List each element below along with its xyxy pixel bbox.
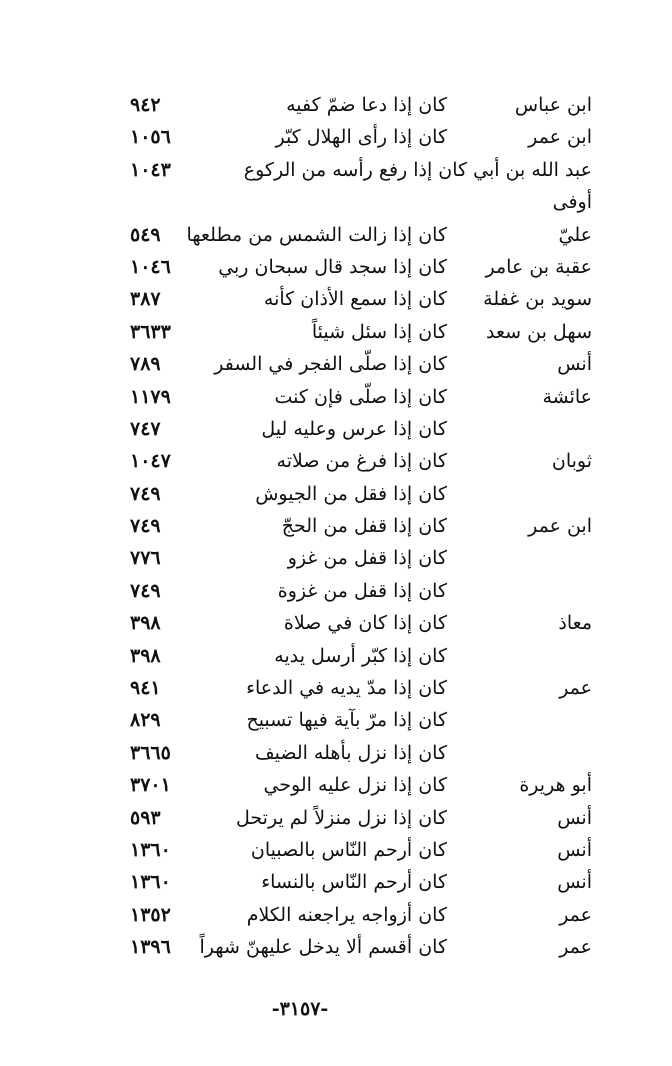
narrator: عقبة بن عامر bbox=[485, 255, 592, 278]
hadith-number: ٥٤٩ bbox=[130, 223, 161, 246]
index-row bbox=[120, 704, 600, 736]
hadith-text: كان إذا سئل شيئاً bbox=[311, 320, 447, 343]
narrator: معاذ bbox=[558, 612, 592, 635]
hadith-text: كان إذا نزل عليه الوحي bbox=[263, 774, 447, 797]
hadith-text: كان أزواجه يراجعنه الكلام bbox=[246, 903, 447, 926]
hadith-text: كان إذا فقل من الجيوش bbox=[255, 482, 447, 505]
hadith-number: ٧٤٩ bbox=[130, 579, 161, 602]
hadith-text: كان إذا قفل من الحجّ bbox=[281, 515, 447, 538]
index-row bbox=[120, 899, 600, 931]
narrator: أنس bbox=[557, 871, 592, 894]
hadith-text: كان إذا دعا ضمّ كفيه bbox=[286, 94, 447, 116]
hadith-number: ٣٦٣٣ bbox=[130, 320, 171, 343]
hadith-number: ٧٤٩ bbox=[130, 482, 161, 505]
index-row bbox=[120, 510, 600, 542]
hadith-text: كان إذا قفل من غزوة bbox=[277, 579, 447, 602]
index-row bbox=[120, 348, 600, 380]
hadith-text: كان إذا قفل من غزو bbox=[287, 547, 447, 570]
hadith-text: كان أقسم ألا يدخل عليهنّ شهراً bbox=[199, 936, 447, 959]
hadith-number: ٩٤١ bbox=[130, 677, 161, 700]
narrator: أنس bbox=[557, 353, 592, 376]
index-row bbox=[120, 542, 600, 574]
index-row bbox=[120, 769, 600, 801]
hadith-number: ١٠٤٦ bbox=[130, 255, 171, 278]
hadith-number: ٧٨٩ bbox=[130, 353, 161, 376]
index-row bbox=[120, 737, 600, 769]
narrator: أنس bbox=[557, 806, 592, 829]
hadith-number: ١٣٩٦ bbox=[130, 936, 171, 959]
hadith-number: ٥٩٣ bbox=[130, 806, 161, 829]
hadith-number: ١١٧٩ bbox=[130, 385, 171, 408]
narrator: عمر bbox=[559, 936, 592, 959]
hadith-text: كان أرحم النّاس بالصبيان bbox=[250, 839, 447, 861]
narrator: أنس bbox=[557, 839, 592, 861]
hadith-text: كان إذا رأى الهلال كبّر bbox=[275, 126, 447, 149]
hadith-text: كان إذا نزل منزلاً لم يرتحل bbox=[236, 806, 447, 829]
hadith-text: كان إذا زالت الشمس من مطلعها bbox=[186, 223, 447, 246]
index-row bbox=[120, 154, 600, 219]
hadith-text: كان إذا مرّ بآية فيها تسبيح bbox=[246, 709, 447, 732]
index-row bbox=[120, 575, 600, 607]
index-row bbox=[120, 672, 600, 704]
narrator: سويد بن غفلة bbox=[483, 288, 592, 311]
narrator-line-2: أوفى bbox=[552, 191, 592, 214]
index-row bbox=[120, 802, 600, 834]
hadith-text: كان إذا صلّى الفجر في السفر bbox=[214, 353, 447, 376]
index-row bbox=[120, 640, 600, 672]
hadith-number: ٧٤٧ bbox=[130, 417, 161, 440]
hadith-number: ٩٤٢ bbox=[130, 94, 161, 116]
index-row bbox=[120, 219, 600, 251]
hadith-text: كان إذا نزل بأهله الضيف bbox=[254, 741, 447, 764]
narrator: عمر bbox=[559, 903, 592, 926]
index-row bbox=[120, 931, 600, 963]
narrator: ابن عمر bbox=[528, 126, 592, 149]
hadith-number: ٧٤٩ bbox=[130, 515, 161, 538]
hadith-text: كان إذا سمع الأذان كأنه bbox=[263, 288, 447, 311]
index-row bbox=[120, 413, 600, 445]
narrator: عليّ bbox=[558, 223, 592, 246]
hadith-number: ١٠٤٧ bbox=[130, 450, 171, 473]
index-row bbox=[120, 316, 600, 348]
narrator: أبو هريرة bbox=[519, 774, 592, 797]
index-row bbox=[120, 478, 600, 510]
index-row bbox=[120, 445, 600, 477]
hadith-number: ٣٩٨ bbox=[130, 644, 161, 667]
index-row bbox=[120, 607, 600, 639]
hadith-number: ١٣٥٢ bbox=[130, 903, 171, 926]
hadith-number: ١٠٤٣ bbox=[130, 158, 171, 181]
index-row bbox=[120, 121, 600, 153]
hadith-number: ٣٩٨ bbox=[130, 612, 161, 635]
hadith-index-table bbox=[120, 89, 600, 964]
narrator: ابن عباس bbox=[514, 94, 592, 116]
index-row bbox=[120, 283, 600, 315]
page-number: -٣١٥٧- bbox=[271, 998, 329, 1020]
hadith-number: ٣٧٠١ bbox=[130, 774, 171, 797]
hadith-text: كان إذا مدّ يديه في الدعاء bbox=[246, 677, 447, 700]
index-row bbox=[120, 251, 600, 283]
hadith-number: ١٣٦٠ bbox=[130, 839, 171, 861]
hadith-text: كان إذا سجد قال سبحان ربي bbox=[218, 255, 447, 278]
narrator-line-1: عبد الله بن أبي كان إذا رفع رأسه من الركوع bbox=[243, 158, 592, 181]
hadith-number: ١٠٥٦ bbox=[130, 126, 171, 149]
hadith-text: كان إذا عرس وعليه ليل bbox=[261, 417, 447, 440]
narrator: سهل بن سعد bbox=[486, 320, 592, 343]
index-row bbox=[120, 834, 600, 866]
hadith-text: كان إذا كان في صلاة bbox=[283, 612, 447, 635]
narrator: ثوبان bbox=[551, 450, 592, 473]
hadith-number: ٣٦٦٥ bbox=[130, 741, 171, 764]
narrator: عمر bbox=[559, 677, 592, 700]
narrator: عائشة bbox=[542, 385, 592, 408]
narrator: ابن عمر bbox=[528, 515, 592, 538]
index-row bbox=[120, 866, 600, 898]
hadith-text: كان أرحم النّاس بالنساء bbox=[261, 871, 447, 894]
hadith-number: ١٣٦٠ bbox=[130, 871, 171, 894]
hadith-number: ٧٧٦ bbox=[130, 547, 161, 570]
index-row bbox=[120, 381, 600, 413]
hadith-number: ٨٢٩ bbox=[130, 709, 161, 732]
hadith-text: كان إذا صلّى فإن كنت bbox=[274, 385, 447, 408]
index-row bbox=[120, 89, 600, 121]
hadith-text: كان إذا فرغ من صلاته bbox=[276, 450, 447, 473]
hadith-number: ٣٨٧ bbox=[130, 288, 161, 311]
hadith-text: كان إذا كبّر أرسل يديه bbox=[274, 644, 447, 667]
